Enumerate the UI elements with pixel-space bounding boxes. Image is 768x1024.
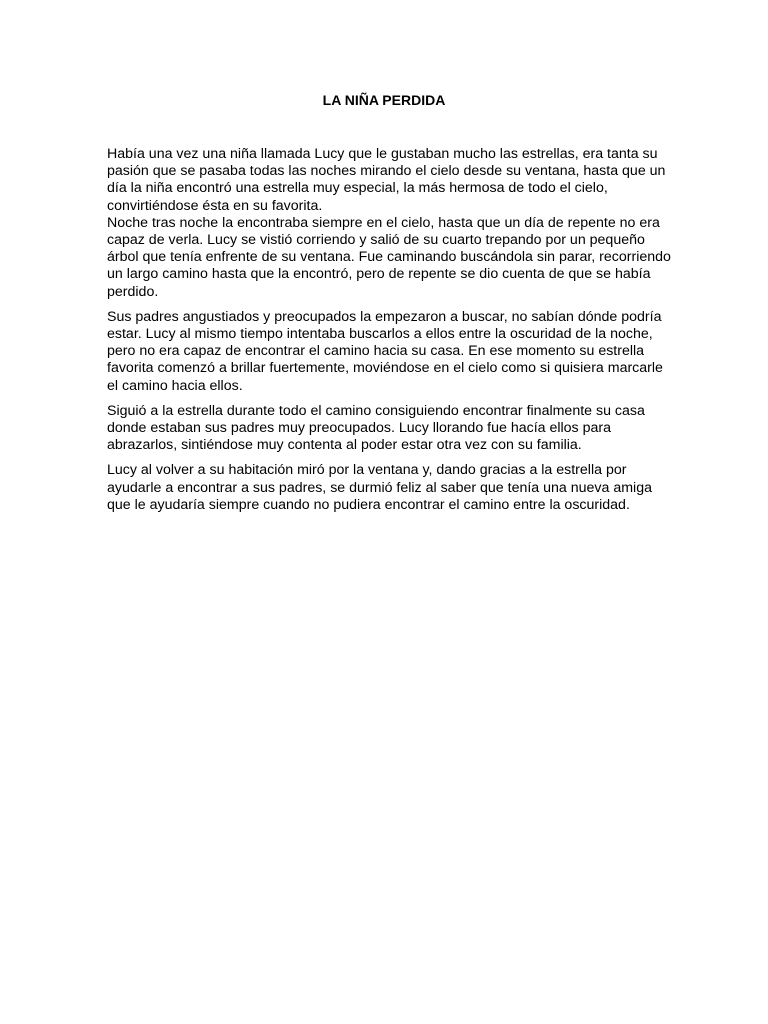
paragraph-2	[107, 309, 663, 395]
text-line: Lucy al volver a su habitación miró por la ventana y, dando gracias a la estrella por	[107, 462, 627, 479]
text-line: capaz de verla. Lucy se vistió corriendo y salió de su cuarto trepando por un pequeño	[107, 232, 645, 249]
text-line: pero no era capaz de encontrar el camino hacia su casa. En ese momento su estrella	[107, 343, 645, 360]
text-line: donde estaban sus padres muy preocupados. Lucy llorando fue hacía ellos para	[107, 420, 611, 437]
paragraph-4	[107, 462, 663, 514]
text-line: que le ayudaría siempre cuando no pudiera encontrar el camino entre la oscuridad.	[107, 496, 630, 513]
text-line: Noche tras noche la encontraba siempre en el cielo, hasta que un día de repente no era	[107, 214, 660, 231]
text-line: favorita comenzó a brillar fuertemente, moviéndose en el cielo como si quisiera marcarle	[107, 360, 663, 377]
paragraph-3	[107, 403, 663, 455]
text-line: Siguió a la estrella durante todo el camino consiguiendo encontrar finalmente su casa	[107, 402, 645, 419]
document-title: LA NIÑA PERDIDA	[322, 92, 446, 108]
text-line: día la niña encontró una estrella muy especial, la más hermosa de todo el cielo,	[107, 180, 608, 197]
text-line: un largo camino hasta que la encontró, pero de repente se dio cuenta de que se había	[107, 266, 651, 283]
text-line: convirtiéndose ésta en su favorita.	[107, 197, 323, 214]
paragraph-1	[107, 146, 671, 301]
text-line: pasión que se pasaba todas las noches mirando el cielo desde su ventana, hasta que un	[107, 163, 666, 180]
text-line: estar. Lucy al mismo tiempo intentaba buscarlos a ellos entre la oscuridad de la noche,	[107, 326, 653, 343]
text-line: el camino hacia ellos.	[107, 377, 243, 394]
text-line: Había una vez una niña llamada Lucy que le gustaban mucho las estrellas, era tanta su	[107, 146, 658, 162]
text-line: abrazarlos, sintiéndose muy contenta al poder estar otra vez con su familia.	[107, 437, 582, 454]
text-line: perdido.	[107, 283, 159, 300]
text-line: árbol que tenía enfrente de su ventana. Fue caminando buscándola sin parar, recorriendo	[107, 249, 671, 266]
text-line: Sus padres angustiados y preocupados la empezaron a buscar, no sabían dónde podría	[107, 308, 662, 325]
text-line: ayudarle a encontrar a sus padres, se durmió feliz al saber que tenía una nueva amiga	[107, 479, 652, 496]
document-body	[107, 146, 671, 522]
